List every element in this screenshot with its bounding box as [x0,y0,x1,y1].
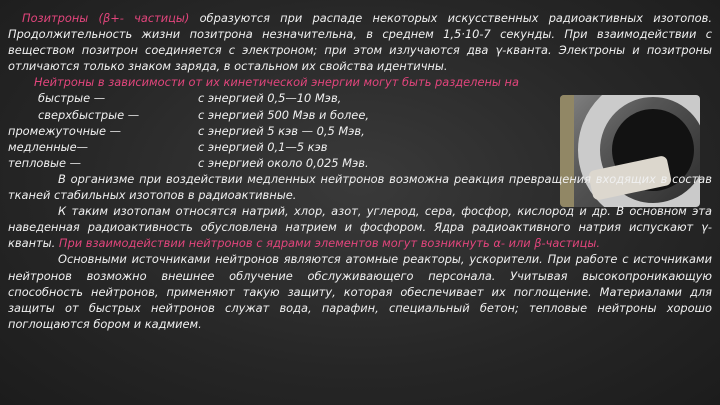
list-item [8,107,712,123]
neutron-type-name: сверхбыстрые — [38,107,140,122]
list-item [8,123,712,139]
neutron-type-energy: с энергией 5 кэв — 0,5 Мэв, [198,123,365,138]
neutron-type-energy: с энергией 0,1—5 кэв [198,139,328,154]
neutron-types-list [8,90,712,170]
slow-neutron-paragraph: В организме при воздействии медленных нейтронов возможна реакция превращения входящих в состав тканей стабильных изотопов в радиоактивные. [8,171,712,203]
list-item [8,139,712,155]
neutron-type-energy: с энергией 0,5—10 Мэв, [198,91,342,106]
neutron-type-energy: с энергией 500 Мэв и более, [198,107,369,122]
positron-highlight: Позитроны (β+- частицы) [22,11,190,25]
sources-paragraph: Основными источниками нейтронов являются атомные реакторы, ускорители. При работе с источниками нейтронов возможно внешнее облучение обслуживающего персонала. Учитывая высокопроникающую способность нейтронов, применяют такую защиту, которая обеспечивает их поглощение. Материалами для защиты от быстрых нейтронов служат вода, парафин, специальный бетон; тепловые нейтроны хорошо поглощаются бором и кадмием. [8,252,712,331]
positron-text: образуются при распаде некоторых искусственных радиоактивных изотопов. Продолжительность жизни позитрона незначительна, в среднем 1,5·10-7 секунды. При взаимодействии с веществом позитрон соединяется с электроном; при этом излучаются два γ-кванта. Электроны и позитроны отличаются только знаком заряда, в остальном их свойства идентичны. [8,11,712,74]
isotopes-paragraph [8,203,712,251]
neutron-intro: Нейтроны в зависимости от их кинетической энергии могут быть разделены на [34,75,519,90]
positron-paragraph [8,10,712,74]
neutron-type-name: быстрые — [38,91,106,106]
list-item [8,90,712,106]
slide-text [8,10,712,332]
neutron-type-name: медленные— [8,139,89,154]
neutron-type-name: промежуточные — [8,123,122,138]
neutron-type-name: тепловые — [8,155,82,170]
isotopes-highlight: При взаимодействии нейтронов с ядрами элементов могут возникнуть α- или β-частицы. [58,236,601,251]
isotopes-text: К таким изотопам относятся натрий, хлор, азот, углерод, сера, фосфор, кислород и др. В основном эта наведенная радиоактивность обусловлена натрием и фосфором. Ядра радиоактивного натрия испускают γ-кванты. [8,204,712,251]
list-item [8,155,712,171]
neutron-type-energy: с энергией около 0,025 Мэв. [198,155,369,170]
